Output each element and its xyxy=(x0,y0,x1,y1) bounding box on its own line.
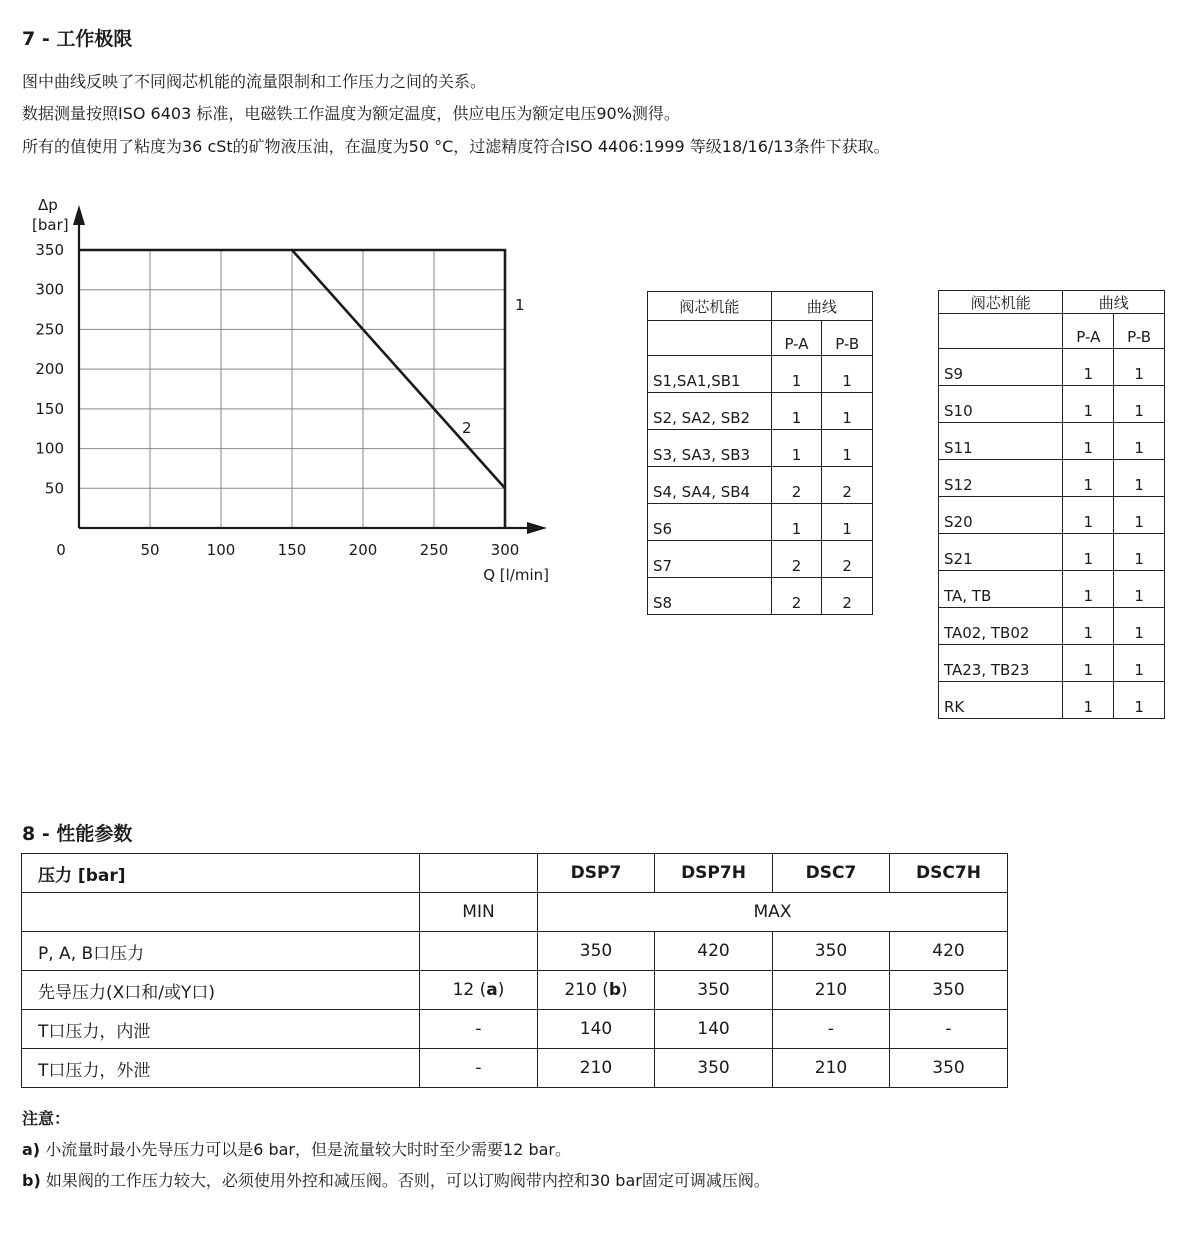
header-pb: P-B xyxy=(1114,314,1165,349)
table-row xyxy=(939,682,1165,719)
cell-spool: S2, SA2, SB2 xyxy=(648,393,772,430)
cell-value: - xyxy=(945,1019,952,1039)
series-label: 1 xyxy=(515,296,525,314)
cell-spool: S6 xyxy=(648,504,772,541)
cell-pb: 1 xyxy=(1114,571,1165,608)
table-row xyxy=(648,578,873,615)
cell-spool: RK xyxy=(939,682,1063,719)
header-function: 阀芯机能 xyxy=(939,291,1063,314)
cell-value: 420 xyxy=(932,941,965,961)
cell-dsc7 xyxy=(773,1049,890,1088)
y-tick-label: 200 xyxy=(35,360,64,379)
cell-spool: S9 xyxy=(939,349,1063,386)
section-8-heading: 8 - 性能参数 xyxy=(22,823,133,845)
section-7-line-1: 图中曲线反映了不同阀芯机能的流量限制和工作压力之间的关系。 xyxy=(22,72,487,91)
cell-dsc7 xyxy=(773,971,890,1010)
table-row xyxy=(648,356,873,393)
cell-pa: 1 xyxy=(1063,571,1114,608)
cell-spool: S20 xyxy=(939,497,1063,534)
header-pb: P-B xyxy=(822,321,873,356)
y-axis-label: Δp xyxy=(38,196,58,214)
table-row xyxy=(939,386,1165,423)
cell-value: 210 xyxy=(814,1058,848,1078)
table-row xyxy=(939,645,1165,682)
cell-pa: 1 xyxy=(1063,682,1114,719)
table-row xyxy=(22,1010,1008,1049)
cell-pa: 1 xyxy=(1063,534,1114,571)
header-curve: 曲线 xyxy=(771,292,872,321)
cell-spool: S10 xyxy=(939,386,1063,423)
x-tick-label: 0 xyxy=(56,541,66,559)
y-tick-label: 300 xyxy=(35,280,64,299)
y-tick-label: 250 xyxy=(35,320,64,339)
note-key: a) xyxy=(22,1140,41,1159)
cell-label xyxy=(22,932,420,971)
cell-pb: 1 xyxy=(822,393,873,430)
header-blank xyxy=(420,854,538,893)
header-dsc7h: DSC7H xyxy=(890,854,1008,893)
cell-value: 140 xyxy=(697,1019,730,1039)
cell-pa: 2 xyxy=(771,578,822,615)
cell-spool: S12 xyxy=(939,460,1063,497)
x-axis-label: Q [l/min] xyxy=(483,566,549,584)
x-axis-arrow xyxy=(527,522,547,534)
cell-pb: 1 xyxy=(1114,497,1165,534)
x-tick-label: 50 xyxy=(140,541,160,559)
cell-pb: 1 xyxy=(1114,460,1165,497)
cell-pa: 1 xyxy=(1063,645,1114,682)
cell-spool: S3, SA3, SB3 xyxy=(648,430,772,467)
cell-label xyxy=(22,1049,420,1088)
cell-spool: TA, TB xyxy=(939,571,1063,608)
note-ref: b xyxy=(608,980,621,1000)
cell-value: 350 xyxy=(932,980,965,1000)
cell-value: T口压力，内泄 xyxy=(38,1021,151,1042)
series-label: 2 xyxy=(462,419,472,437)
cell-value: - xyxy=(475,1019,482,1039)
cell-pa: 1 xyxy=(771,356,822,393)
header-pa: P-A xyxy=(771,321,822,356)
cell-pa: 1 xyxy=(771,430,822,467)
cell-spool: S11 xyxy=(939,423,1063,460)
cell-value: P, A, B口压力 xyxy=(38,943,145,964)
cell-label xyxy=(22,1010,420,1049)
note-text: 小流量时最小先导压力可以是6 bar，但是流量较大时时至少需要12 bar。 xyxy=(40,1140,571,1159)
min-label: MIN xyxy=(420,893,538,932)
header-pressure: 压力 [bar] xyxy=(22,854,420,893)
note-b xyxy=(22,1168,770,1191)
cell-spool: S1,SA1,SB1 xyxy=(648,356,772,393)
cell-pb: 1 xyxy=(822,430,873,467)
cell-value: 12 ( xyxy=(452,980,487,1000)
table-row xyxy=(648,393,873,430)
cell-value: 350 xyxy=(697,1058,730,1078)
cell-dsp7 xyxy=(538,932,655,971)
table-row xyxy=(648,504,873,541)
cell-pa: 1 xyxy=(1063,460,1114,497)
cell-value: 210 ( xyxy=(564,980,609,1000)
cell-value: 先导压力(X口和/或Y口) xyxy=(38,982,216,1003)
note-ref: a xyxy=(486,980,498,1000)
cell-dsp7: 210 (b) xyxy=(538,971,655,1010)
cell-spool: S8 xyxy=(648,578,772,615)
y-tick-label: 100 xyxy=(35,439,64,458)
y-tick-label: 150 xyxy=(35,399,64,418)
cell-pa: 1 xyxy=(771,504,822,541)
cell-dsc7h xyxy=(890,932,1008,971)
cell-dsc7h xyxy=(890,971,1008,1010)
cell-pa: 1 xyxy=(1063,497,1114,534)
operating-limits-chart xyxy=(0,185,600,595)
table-row xyxy=(939,349,1165,386)
header-function: 阀芯机能 xyxy=(648,292,772,321)
table-row xyxy=(22,932,1008,971)
cell-value: - xyxy=(475,1058,482,1078)
header-dsp7h: DSP7H xyxy=(655,854,773,893)
y-tick-label: 50 xyxy=(44,479,64,498)
cell-pa: 1 xyxy=(1063,608,1114,645)
chart-grid xyxy=(79,250,505,528)
cell-min: 12 (a) xyxy=(420,971,538,1010)
notes-title: 注意： xyxy=(22,1109,71,1128)
header-dsp7: DSP7 xyxy=(538,854,655,893)
cell-pa: 1 xyxy=(1063,349,1114,386)
max-label: MAX xyxy=(538,893,1008,932)
table-row xyxy=(648,430,873,467)
cell-spool: TA02, TB02 xyxy=(939,608,1063,645)
cell-spool: S7 xyxy=(648,541,772,578)
cell-pa: 2 xyxy=(771,467,822,504)
cell-dsp7 xyxy=(538,1049,655,1088)
header-curve: 曲线 xyxy=(1063,291,1165,314)
y-tick-label: 350 xyxy=(35,241,64,259)
cell-pb: 1 xyxy=(822,356,873,393)
y-axis-unit: [bar] xyxy=(32,216,69,234)
x-tick-label: 300 xyxy=(490,541,520,559)
cell-label xyxy=(22,971,420,1010)
cell-min xyxy=(420,1010,538,1049)
cell-pa: 1 xyxy=(1063,423,1114,460)
x-tick-label: 150 xyxy=(277,541,307,559)
cell-spool: TA23, TB23 xyxy=(939,645,1063,682)
cell-dsc7h xyxy=(890,1049,1008,1088)
cell-dsp7h xyxy=(655,971,773,1010)
cell-value: 210 xyxy=(579,1058,613,1078)
spool-table-1 xyxy=(647,291,873,615)
cell-dsp7h xyxy=(655,932,773,971)
cell-value: - xyxy=(827,1019,835,1039)
cell-value: 420 xyxy=(697,941,730,961)
table-row xyxy=(648,467,873,504)
cell-spool: S4, SA4, SB4 xyxy=(648,467,772,504)
cell-value: 350 xyxy=(579,941,613,961)
x-tick-label: 250 xyxy=(419,541,449,559)
section-7-heading: 7 - 工作极限 xyxy=(22,28,133,50)
cell-dsp7 xyxy=(538,1010,655,1049)
x-tick-label: 200 xyxy=(348,541,378,559)
cell-dsc7h xyxy=(890,1010,1008,1049)
section-7-line-2: 数据测量按照ISO 6403 标准，电磁铁工作温度为额定温度，供应电压为额定电压90%测得。 xyxy=(22,104,680,123)
performance-table xyxy=(21,853,1008,1088)
x-tick-label: 100 xyxy=(206,541,236,559)
cell-pb: 1 xyxy=(1114,682,1165,719)
cell-pb: 1 xyxy=(1114,423,1165,460)
table-row xyxy=(22,1049,1008,1088)
cell-dsp7h xyxy=(655,1010,773,1049)
cell-pb: 1 xyxy=(1114,349,1165,386)
cell-pa: 2 xyxy=(771,541,822,578)
table-row xyxy=(939,608,1165,645)
section-7-line-3: 所有的值使用了粘度为36 cSt的矿物液压油，在温度为50 °C，过滤精度符合ISO 4406:1999 等级18/16/13条件下获取。 xyxy=(22,137,890,156)
spool-table-2 xyxy=(938,290,1165,719)
cell-dsc7 xyxy=(773,1010,890,1049)
cell-value: T口压力，外泄 xyxy=(38,1060,151,1081)
cell-pa: 1 xyxy=(771,393,822,430)
table-row xyxy=(939,534,1165,571)
cell-pb: 1 xyxy=(1114,386,1165,423)
cell-min xyxy=(420,932,538,971)
cell-value: 210 xyxy=(814,980,848,1000)
table-row xyxy=(939,497,1165,534)
cell-dsp7h xyxy=(655,1049,773,1088)
cell-pb: 1 xyxy=(1114,608,1165,645)
cell-pb: 2 xyxy=(822,467,873,504)
cell-pa: 1 xyxy=(1063,386,1114,423)
table-row xyxy=(939,423,1165,460)
table-row xyxy=(939,460,1165,497)
cell-pb: 1 xyxy=(1114,645,1165,682)
note-text: 如果阀的工作压力较大，必须使用外控和减压阀。否则，可以订购阀带内控和30 bar固定可调减压阀。 xyxy=(40,1171,770,1190)
cell-spool: S21 xyxy=(939,534,1063,571)
cell-min xyxy=(420,1049,538,1088)
cell-value: 350 xyxy=(697,980,730,1000)
table-row xyxy=(648,541,873,578)
cell-pb: 1 xyxy=(1114,534,1165,571)
cell-pb: 2 xyxy=(822,578,873,615)
table-row xyxy=(939,571,1165,608)
cell-pb: 2 xyxy=(822,541,873,578)
cell-pb: 1 xyxy=(822,504,873,541)
cell-value: 350 xyxy=(814,941,848,961)
cell-value: 350 xyxy=(932,1058,965,1078)
note-key: b) xyxy=(22,1171,41,1190)
cell-value: 140 xyxy=(579,1019,613,1039)
y-axis-arrow xyxy=(73,205,85,225)
header-dsc7: DSC7 xyxy=(773,854,890,893)
note-a xyxy=(22,1137,571,1160)
table-row xyxy=(22,971,1008,1010)
cell-dsc7 xyxy=(773,932,890,971)
header-pa: P-A xyxy=(1063,314,1114,349)
chart-labels xyxy=(32,196,549,584)
